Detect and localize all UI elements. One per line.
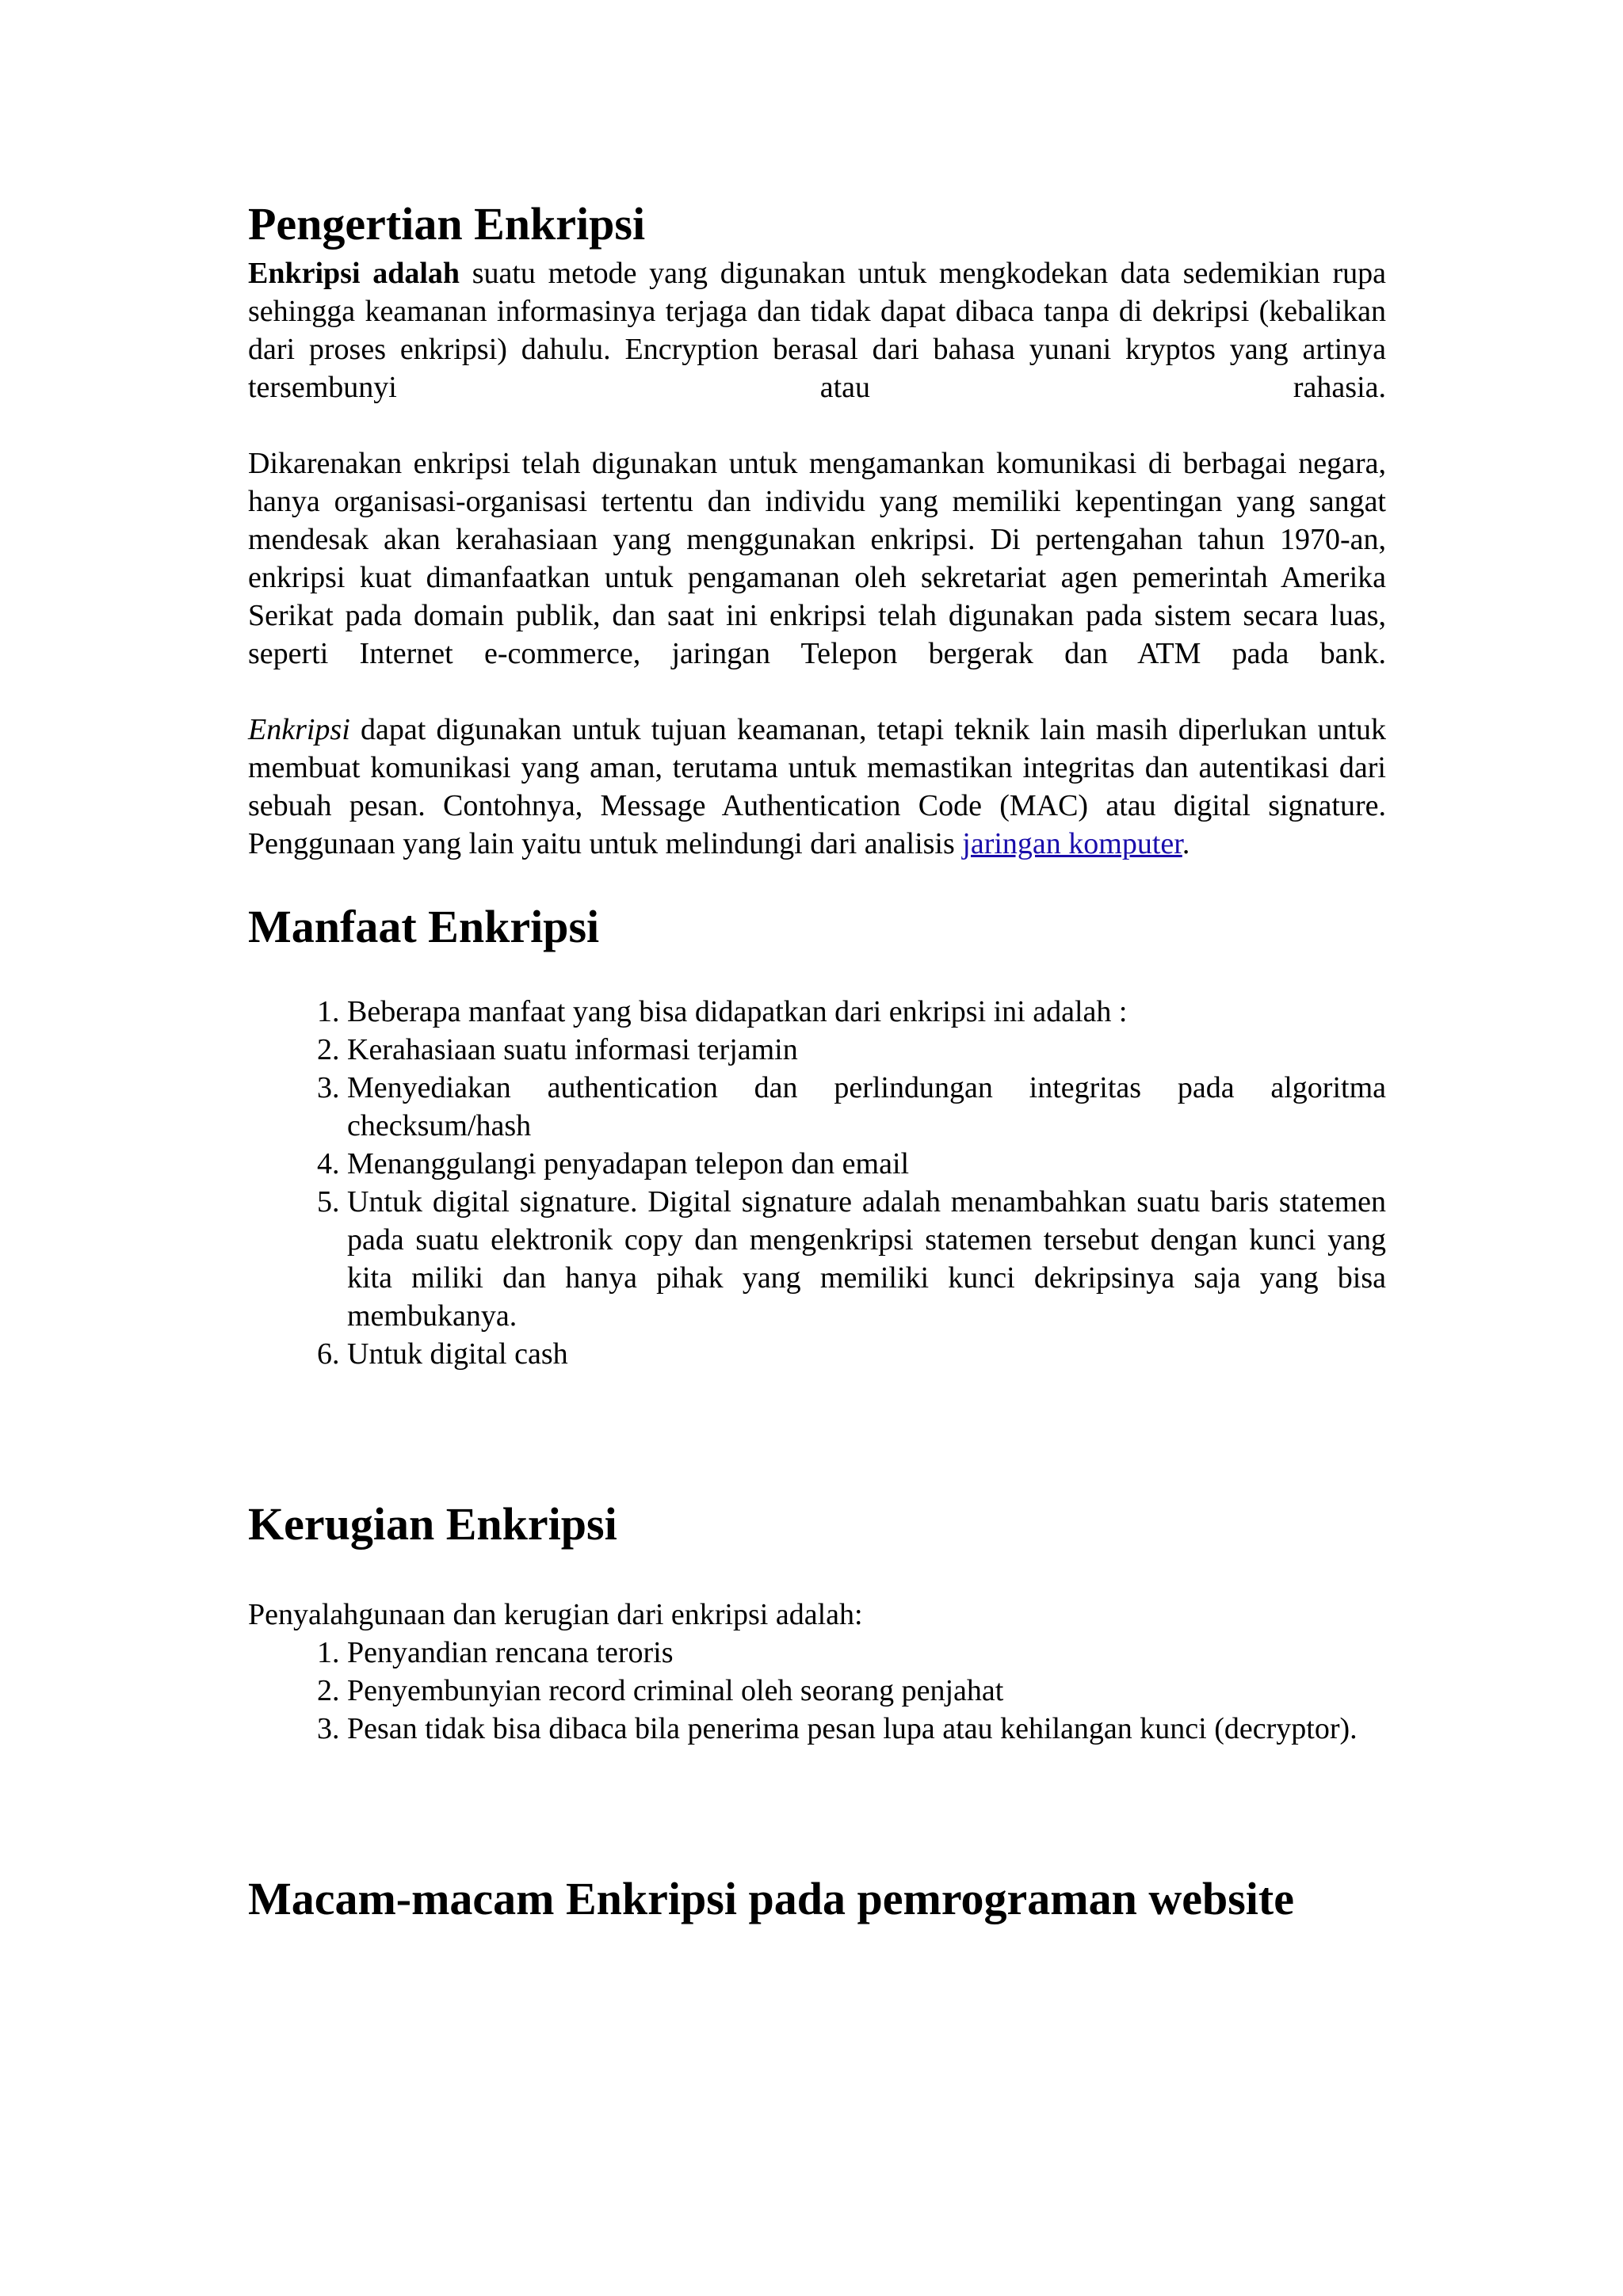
list-item: 1. Beberapa manfaat yang bisa didapatkan dari enkripsi ini adalah :: [347, 993, 1386, 1031]
heading-pengertian: Pengertian Enkripsi: [248, 198, 646, 250]
heading-macam: Macam-macam Enkripsi pada pemrograman website: [248, 1873, 1294, 1925]
list-item: 5. Untuk digital signature. Digital signature adalah menambahkan suatu baris statemen pada suatu elektronik copy dan mengenkripsi statemen tersebut dengan kunci yang kita miliki dan hanya pihak yang memiliki kunci dekripsinya saja yang bisa membukanya.: [347, 1183, 1386, 1335]
list-item: 1. Penyandian rencana teroris: [347, 1634, 1386, 1672]
heading-manfaat: Manfaat Enkripsi: [248, 900, 600, 952]
paragraph-history: Dikarenakan enkripsi telah digunakan untuk mengamankan komunikasi di berbagai negara, hanya organisasi-organisasi tertentu dan individu yang memiliki kepentingan yang sangat mendesak akan kerahasiaan yang menggunakan enkripsi. Di pertengahan tahun 1970-an, enkripsi kuat dimanfaatkan untuk pengamanan oleh sekretariat agen pemerintah Amerika Serikat pada domain publik, dan saat ini enkripsi telah digunakan pada sistem secara luas, seperti Internet e-commerce, jaringan Telepon bergerak dan ATM pada bank.: [248, 446, 1386, 670]
usage-term: Enkripsi: [248, 712, 350, 746]
kerugian-list: [248, 1634, 1386, 1748]
list-item: 2. Penyembunyian record criminal oleh seorang penjahat: [347, 1672, 1386, 1710]
definition-term: Enkripsi adalah: [248, 256, 460, 290]
list-item: 4. Menanggulangi penyadapan telepon dan email: [347, 1145, 1386, 1183]
kerugian-intro: Penyalahgunaan dan kerugian dari enkripsi adalah:: [248, 1598, 863, 1632]
paragraph-usage: [248, 711, 1386, 863]
list-item: 2. Kerahasiaan suatu informasi terjamin: [347, 1031, 1386, 1069]
list-item: 6. Untuk digital cash: [347, 1335, 1386, 1373]
jaringan-komputer-link[interactable]: jaringan komputer: [962, 826, 1182, 860]
list-item: 3. Pesan tidak bisa dibaca bila penerima pesan lupa atau kehilangan kunci (decryptor).: [347, 1710, 1386, 1748]
definition-text: suatu metode yang digunakan untuk mengkodekan data sedemikian rupa sehingga keamanan informasinya terjaga dan tidak dapat dibaca tanpa di dekripsi (kebalikan dari proses enkripsi) dahulu. Encryption berasal dari bahasa yunani kryptos yang artinya tersembunyi atau rahasia.: [248, 256, 1386, 404]
paragraph-spacer: [248, 406, 1386, 444]
usage-text: dapat digunakan untuk tujuan keamanan, tetapi teknik lain masih diperlukan untuk membuat komunikasi yang aman, terutama untuk memastikan integritas dan autentikasi dari sebuah pesan. Contohnya, Message Authentication Code (MAC) atau digital signature. Penggunaan yang lain yaitu untuk melindungi dari analisis: [248, 712, 1386, 860]
heading-kerugian: Kerugian Enkripsi: [248, 1498, 617, 1550]
paragraph-definition: [248, 254, 1386, 406]
paragraph-spacer: [248, 673, 1386, 711]
list-item: 3. Menyediakan authentication dan perlindungan integritas pada algoritma checksum/hash: [347, 1069, 1386, 1145]
manfaat-list: [248, 993, 1386, 1373]
document-page: [248, 198, 1386, 1926]
usage-end: .: [1182, 826, 1190, 860]
